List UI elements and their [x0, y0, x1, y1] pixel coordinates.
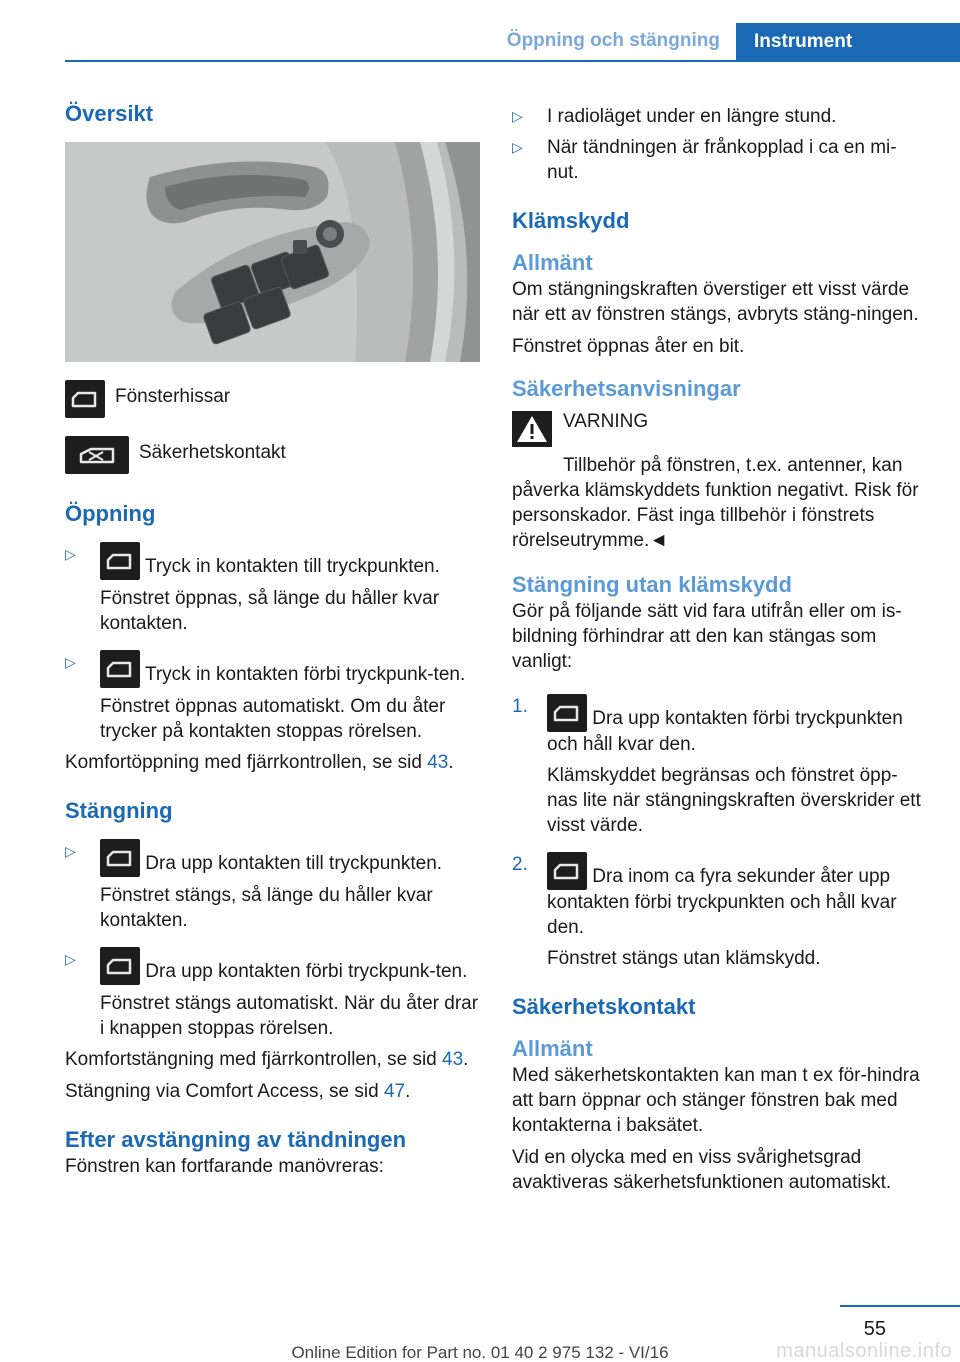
triangle-bullet-icon: ▷ [65, 951, 76, 967]
item-subtext: Fönstret stängs, så länge du håller kvar kontakten. [100, 885, 433, 931]
legend-window-lifts [65, 380, 480, 418]
warning-box [512, 409, 927, 447]
ss-paragraph: Vid en olycka med en viss svårighetsgrad avaktiveras säkerhetsfunktionen automatiskt. [512, 1147, 892, 1193]
no-pinch-paragraph: Gör på följande sätt vid fara utifrån eller om is‐bildning förhindrar att den kan stängas som vanligt: [512, 601, 902, 672]
list-item [512, 852, 927, 971]
safety-switch-heading: Säkerhetskontakt [512, 994, 696, 1019]
edition-text: Online Edition for Part no. 01 40 2 975 132 - VI/16 [291, 1343, 669, 1362]
legend-label: Säkerhetskontakt [139, 442, 286, 463]
item-subtext: Fönstret stängs automatiskt. När du åter drar i knappen stoppas rörelsen. [100, 993, 479, 1039]
opening-list [65, 542, 480, 744]
item-text: Dra upp kontakten förbi tryckpunk‐ten. [145, 961, 468, 982]
pinch-protection-heading: Klämskydd [512, 208, 630, 233]
item-subtext: Fönstret öppnas automatiskt. Om du åter trycker på kontakten stoppas rörelsen. [100, 696, 446, 742]
item-text: Tryck in kontakten till tryckpunkten. [144, 556, 440, 577]
footer-rule [840, 1305, 960, 1307]
triangle-bullet-icon: ▷ [512, 139, 523, 155]
item-text: Dra upp kontakten till tryckpunkten. [145, 853, 443, 874]
closing-heading: Stängning [65, 798, 173, 823]
item-subtext: Fönstret öppnas, så länge du håller kvar kontakten. [100, 588, 440, 634]
triangle-bullet-icon: ▷ [65, 843, 76, 859]
ss-general-subheading: Allmänt [512, 1036, 593, 1061]
warning-text: Tillbehör på fönstren, t.ex. antenner, kan påverka klämskyddets funktion negativt. Risk för personskador. Fäst inga tillbehör i fönstrets rörelseutrymme.◄ [512, 455, 919, 551]
window-switch-icon [100, 839, 140, 877]
right-column [512, 104, 927, 1195]
item-text: Tryck in kontakten förbi tryckpunk‐ten. [144, 664, 466, 685]
list-item [512, 694, 927, 838]
list-item [65, 839, 480, 933]
page-link[interactable]: 43 [442, 1049, 464, 1070]
comfort-close-text: Komfortstängning med fjärrkontrollen, se sid 43. [65, 1049, 469, 1070]
triangle-bullet-icon: ▷ [65, 654, 76, 670]
overview-heading: Översikt [65, 101, 154, 126]
closing-list [65, 839, 480, 1041]
opening-heading: Öppning [65, 501, 156, 526]
window-switch-icon [65, 380, 105, 418]
step-text: Dra upp kontakten förbi tryckpunkten och håll kvar den. [547, 708, 903, 755]
safety-notes-subheading: Säkerhetsanvisningar [512, 376, 741, 401]
general-paragraph: Om stängningskraften överstiger ett visst värde när ett av fönstren stängs, avbryts stäng‐ningen. [512, 279, 919, 325]
header-chapter-tab[interactable]: Instrument [736, 23, 960, 62]
comfort-open-text: Komfortöppning med fjärrkontrollen, se sid 43. [65, 752, 454, 773]
step-text: Dra inom ca fyra sekunder åter upp kontakten förbi tryckpunkten och håll kvar den. [547, 866, 897, 938]
window-switch-icon [100, 947, 140, 985]
page-link[interactable]: 43 [427, 752, 449, 773]
watermark: manualsonline.info [776, 1340, 952, 1362]
steps-list [512, 694, 927, 971]
ignition-conditions-list [512, 104, 927, 185]
window-switch-icon [547, 852, 587, 890]
window-switch-icon [100, 650, 140, 688]
list-item [65, 542, 480, 636]
item-text: När tändningen är frånkopplad i ca en mi‐nut. [547, 137, 897, 183]
legend-safety-switch [65, 436, 480, 474]
comfort-access-text: Stängning via Comfort Access, se sid 47. [65, 1081, 411, 1102]
window-switch-icon [100, 542, 140, 580]
no-pinch-subheading: Stängning utan klämskydd [512, 572, 792, 597]
triangle-bullet-icon: ▷ [65, 546, 76, 562]
list-item [512, 135, 927, 185]
after-ignition-heading: Efter avstängning av tändningen [65, 1127, 407, 1152]
legend-label: Fönsterhissar [115, 386, 231, 407]
list-item [512, 104, 927, 129]
item-text: I radioläget under en längre stund. [547, 106, 837, 127]
general-paragraph: Fönstret öppnas åter en bit. [512, 336, 745, 357]
step-subtext: Klämskyddet begränsas och fönstret öpp‐nas lite när stängningskraften överskrider ett visst värde. [547, 765, 921, 836]
warning-label: VARNING [563, 411, 649, 432]
warning-triangle-icon [512, 411, 552, 447]
page-number: 55 [863, 1318, 886, 1340]
ss-paragraph: Med säkerhetskontakten kan man t ex för‐hindra att barn öppnar och stänger fönstren bak med kontakterna i baksätet. [512, 1065, 920, 1136]
window-switch-icon [547, 694, 587, 732]
step-number: 1. [512, 696, 528, 717]
left-column [65, 100, 480, 1179]
general-subheading: Allmänt [512, 250, 593, 275]
list-item [65, 650, 480, 744]
step-subtext: Fönstret stängs utan klämskydd. [547, 948, 821, 969]
safety-switch-icon [65, 436, 129, 474]
after-ignition-text: Fönstren kan fortfarande manövreras: [65, 1156, 384, 1177]
page-link[interactable]: 47 [383, 1081, 406, 1102]
door-switch-illustration [65, 142, 480, 362]
step-number: 2. [512, 854, 528, 875]
list-item [65, 947, 480, 1041]
triangle-bullet-icon: ▷ [512, 108, 523, 124]
header-rule [65, 60, 960, 62]
header-section-title: Öppning och stängning [506, 30, 720, 51]
